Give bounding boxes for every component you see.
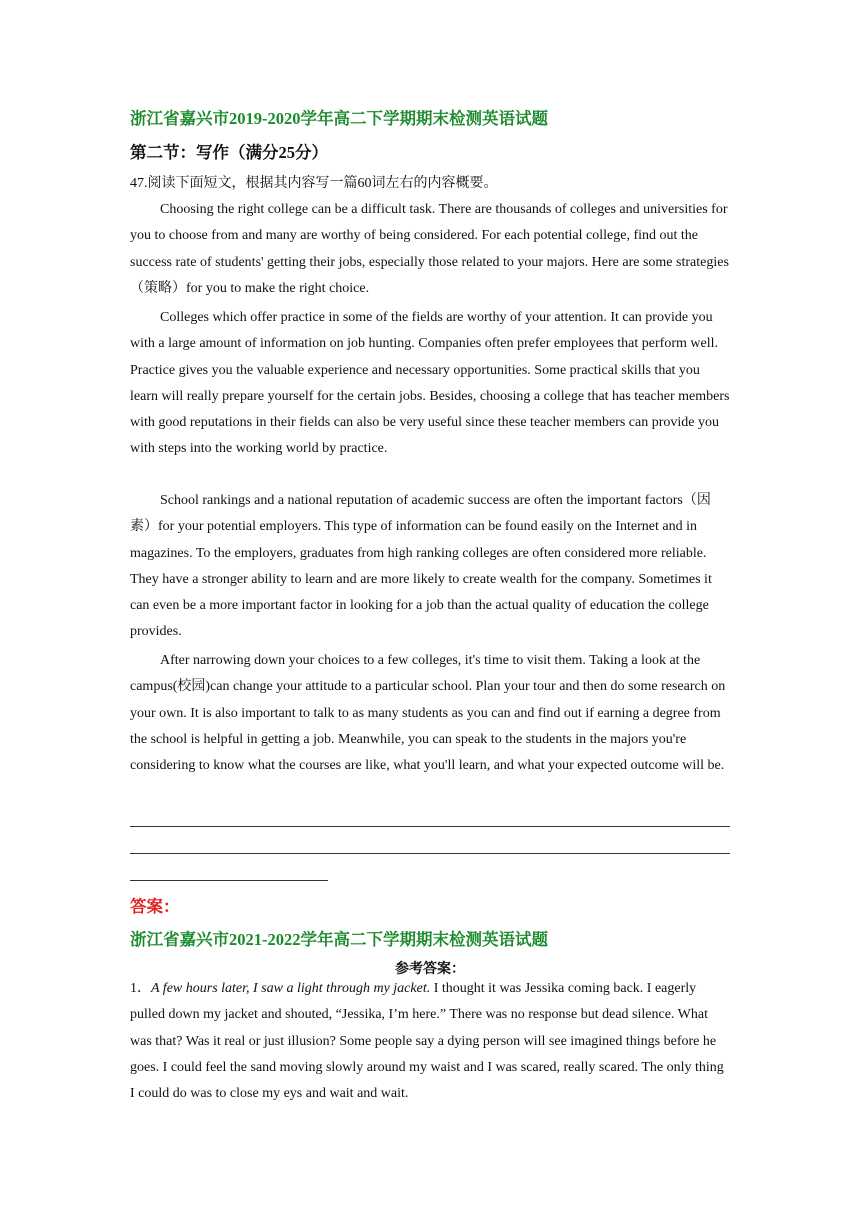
section-title: 第二节：写作（满分25分）: [130, 143, 328, 162]
answer-blank-line: [130, 880, 328, 881]
answer-blank-line: [130, 826, 730, 827]
answer-italic-lead: A few hours later, I saw a light through my jacket.: [151, 981, 431, 996]
answer-blank-line: [130, 853, 730, 854]
passage-paragraph-2: Colleges which offer practice in some of the fields are worthy of your attention. It can provide you with a large amount of information on job hunting. Companies often prefer employees that perform well. Practice gives you the valuable experience and necessary opportunities. Some practical skills that you learn will really prepare yourself for the certain jobs. Besides, choosing a college that has teacher members with good reputations in their fields can also be very useful since these teacher members can provide you with steps into the working world by practice.: [130, 310, 730, 457]
answer-item-number: 1．: [130, 981, 151, 996]
passage-paragraph-3: School rankings and a national reputation of academic success are often the important factors（因素）for your potential employers. This type of information can be found easily on the Internet and in magazines. To the employers, graduates from high ranking colleges are often considered more reliable. They have a stronger ability to learn and are more likely to create wealth for the company. Sometimes it can even be a more important factor in looking for a job than the actual quality of education the college provides.: [130, 493, 712, 640]
answer-source-title: 浙江省嘉兴市2021-2022学年高二下学期期末检测英语试题: [130, 930, 548, 949]
passage-paragraph-1: Choosing the right college can be a difficult task. There are thousands of colleges and universities for you to choose from and many are worthy of being considered. For each potential college, find out the success rate of students' getting their jobs, especially those related to your majors. Here are some strategies（策略）for you to make the right choice.: [130, 202, 729, 296]
exam-title: 浙江省嘉兴市2019-2020学年高二下学期期末检测英语试题: [130, 109, 548, 128]
answer-body: I thought it was Jessika coming back. I eagerly pulled down my jacket and shouted, “Jessika, I’m here.” There was no response but dead silence. What was that? Was it real or just illusion? Some people say a dying person will see imagined things before he goes. I could feel the sand moving slowly around my waist and I was scared, really scared. The only thing I could do was to close my eys and wait and wait.: [130, 981, 724, 1102]
reference-answer-text: [130, 976, 730, 1107]
reference-answer-heading: 参考答案：: [395, 962, 465, 977]
answer-label: 答案：: [130, 897, 180, 916]
passage-paragraph-4: After narrowing down your choices to a few colleges, it's time to visit them. Taking a look at the campus(校园)can change your attitude to a particular school. Plan your tour and then do some research on your own. It is also important to talk to as many students as you can and find out if earning a degree from the school is helpful in getting a job. Meanwhile, you can speak to the students in the majors you're considering to know what the courses are like, what you'll learn, and what your expected outcome will be.: [130, 653, 726, 774]
writing-instruction: 47.阅读下面短文，根据其内容写一篇60词左右的内容概要。: [130, 176, 498, 191]
